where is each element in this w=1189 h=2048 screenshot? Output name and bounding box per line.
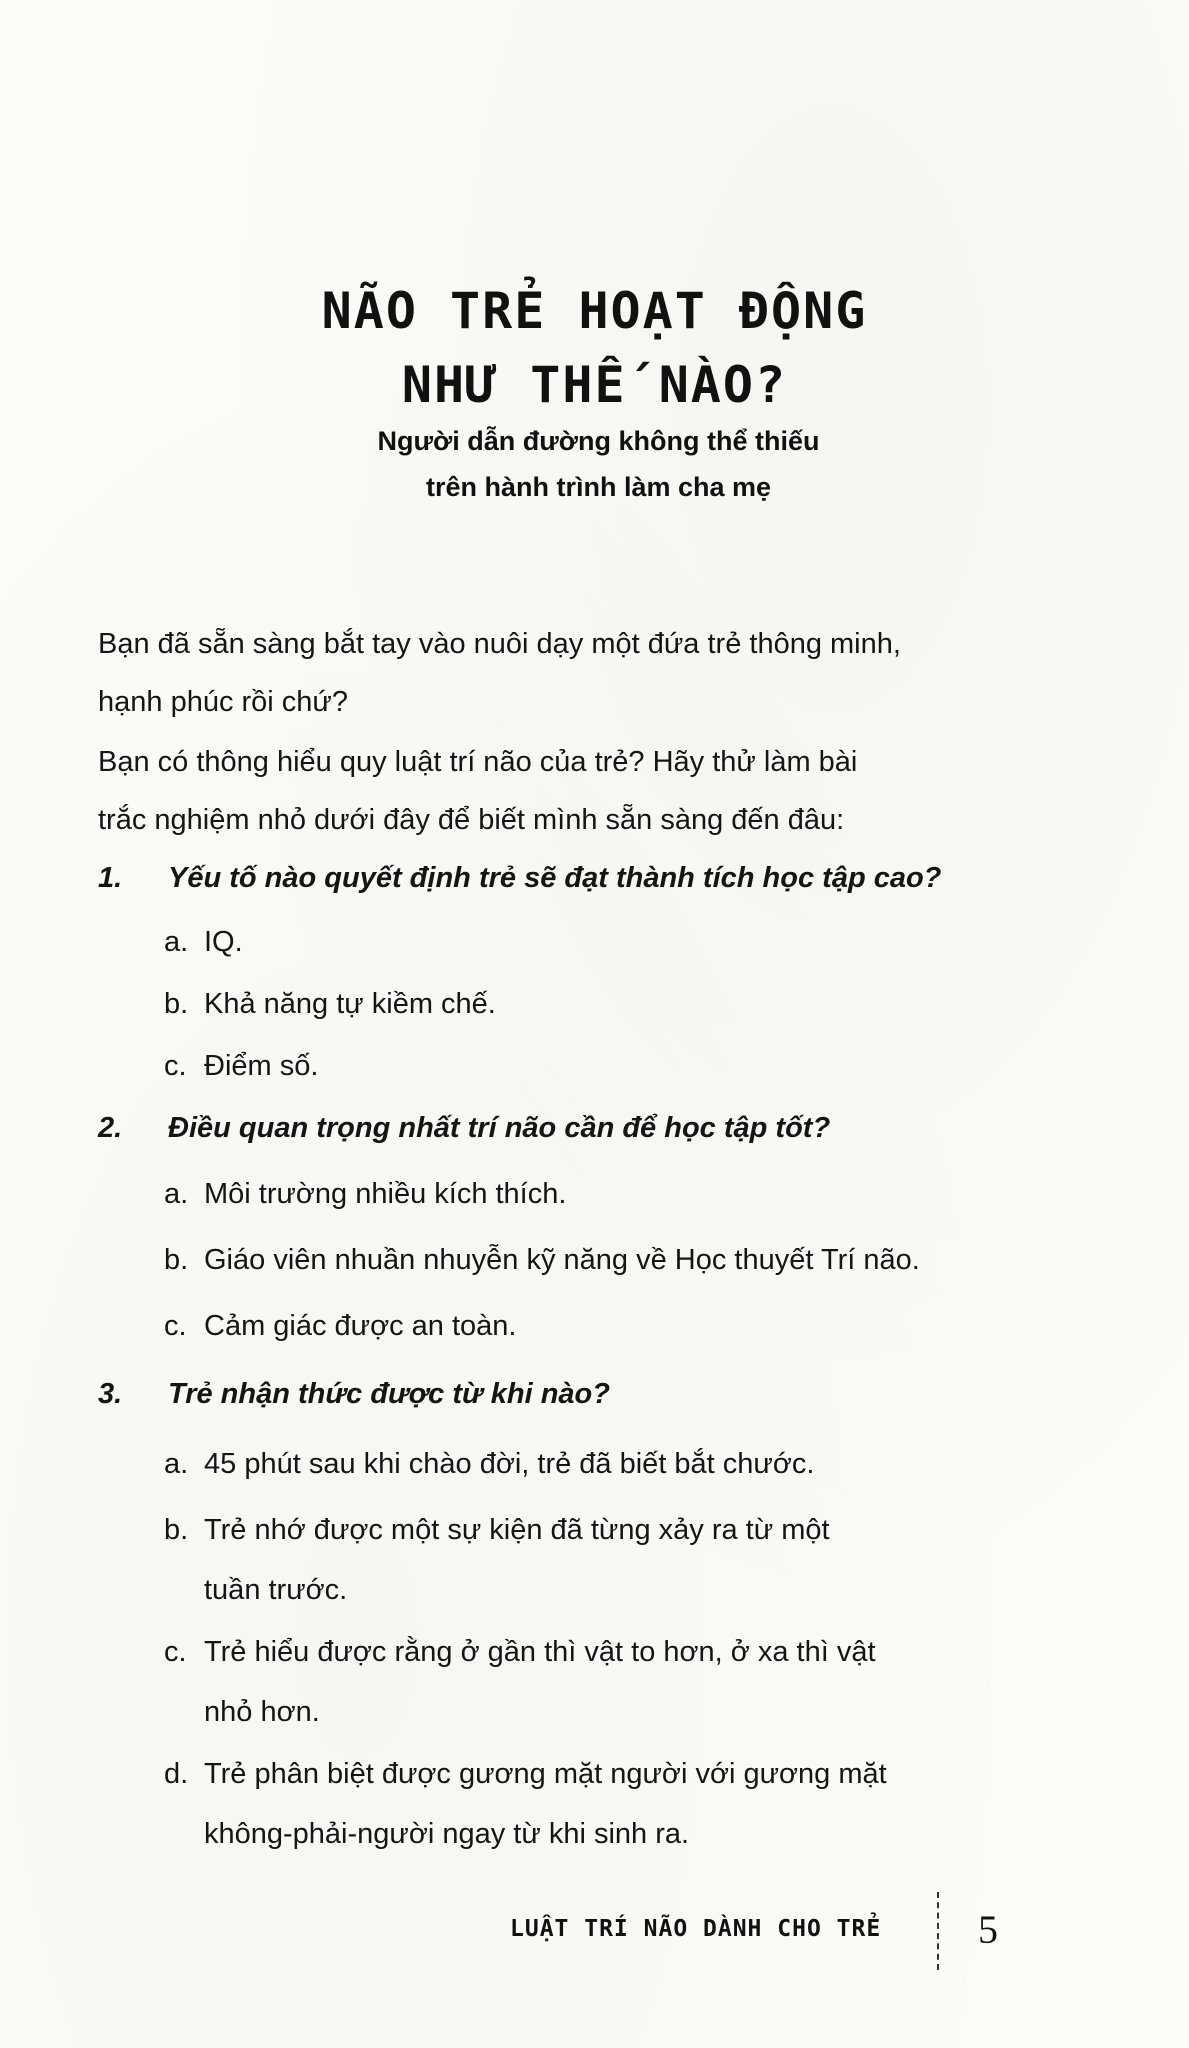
footer-divider [937,1892,939,1970]
chapter-subtitle-line-1: Người dẫn đường không thể thiếu [377,426,820,456]
chapter-subtitle-line-2: trên hành trình làm cha mẹ [425,472,772,502]
question-2-option-c-letter: c. [164,1310,187,1342]
intro-paragraph-2-line-2: trắc nghiệm nhỏ dưới đây để biết mình sẵn sàng đến đâu: [98,804,845,836]
question-2-number: 2. [98,1112,123,1144]
question-3-number: 3. [98,1378,123,1410]
question-3-option-b-line-2: tuần trước. [204,1574,348,1606]
chapter-title-line-1: NÃO TRẺ HOẠT ĐỘNG [321,282,868,340]
page-number: 5 [978,1907,998,1952]
question-2-option-b-letter: b. [164,1244,189,1276]
question-3-option-c-letter: c. [164,1636,187,1668]
question-3-option-d-line-1: Trẻ phân biệt được gương mặt người với gương mặt [204,1758,887,1790]
question-2-option-a-text: Môi trường nhiều kích thích. [204,1178,567,1210]
question-1-option-b-letter: b. [164,988,189,1020]
chapter-title-line-2: NHƯ THẾ NÀO? [401,356,788,414]
question-3-option-d-line-2: không-phải-người ngay từ khi sinh ra. [204,1818,690,1850]
question-1-number: 1. [98,862,123,894]
question-1-option-c-letter: c. [164,1050,187,1082]
question-3-option-b-line-1: Trẻ nhớ được một sự kiện đã từng xảy ra từ một [204,1514,830,1546]
question-3-option-a-letter: a. [164,1448,189,1480]
question-1-text: Yếu tố nào quyết định trẻ sẽ đạt thành tích học tập cao? [168,862,942,894]
question-3-text: Trẻ nhận thức được từ khi nào? [168,1378,610,1410]
question-3-option-c-line-1: Trẻ hiểu được rằng ở gần thì vật to hơn, ở xa thì vật [204,1636,876,1668]
question-2-option-c-text: Cảm giác được an toàn. [204,1310,517,1342]
question-2-option-b-text: Giáo viên nhuần nhuyễn kỹ năng về Học thuyết Trí não. [204,1244,920,1276]
intro-paragraph-2-line-1: Bạn có thông hiểu quy luật trí não của trẻ? Hãy thử làm bài [98,746,858,778]
running-title: LUẬT TRÍ NÃO DÀNH CHO TRẺ [510,1916,882,1942]
intro-paragraph-1-line-1: Bạn đã sẵn sàng bắt tay vào nuôi dạy một đứa trẻ thông minh, [98,628,901,660]
question-2-option-a-letter: a. [164,1178,189,1210]
question-2-text: Điều quan trọng nhất trí não cần để học tập tốt? [168,1112,831,1144]
question-3-option-c-line-2: nhỏ hơn. [204,1696,320,1728]
question-1-option-a-text: IQ. [204,926,243,958]
question-1-option-b-text: Khả năng tự kiềm chế. [204,988,496,1020]
question-1-option-c-text: Điểm số. [204,1050,319,1082]
question-3-option-d-letter: d. [164,1758,189,1790]
question-3-option-b-letter: b. [164,1514,189,1546]
question-3-option-a-text: 45 phút sau khi chào đời, trẻ đã biết bắt chước. [204,1448,815,1480]
question-1-option-a-letter: a. [164,926,189,958]
intro-paragraph-1-line-2: hạnh phúc rồi chứ? [98,686,348,718]
